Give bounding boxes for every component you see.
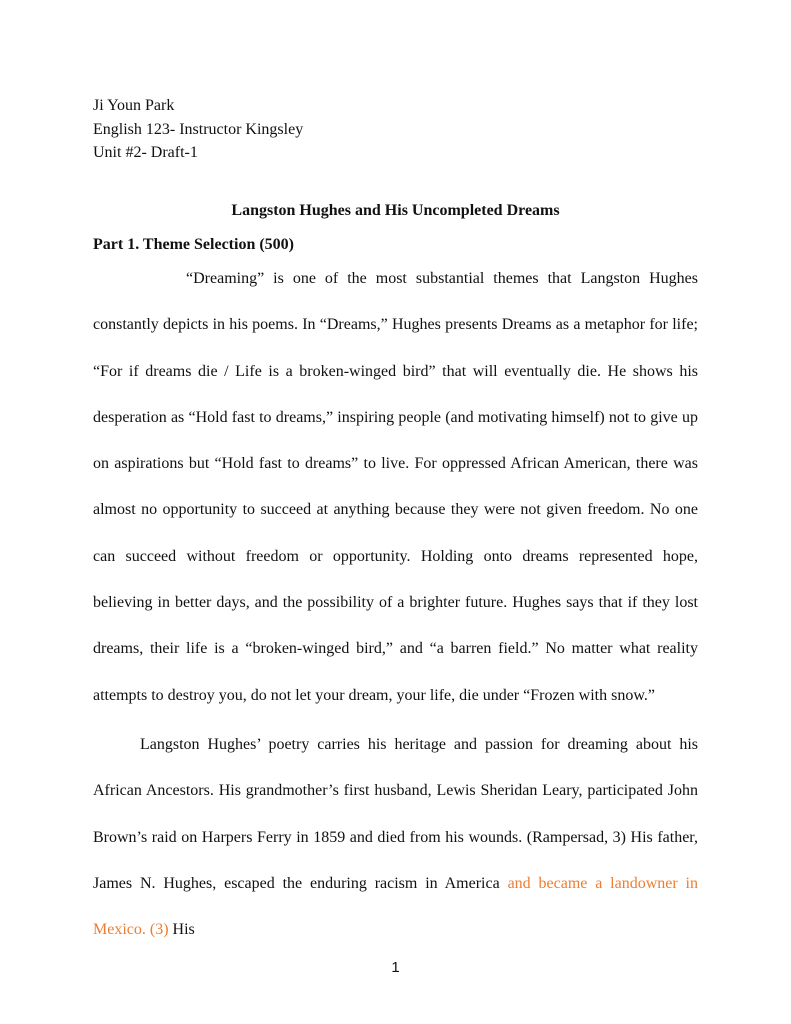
header-block: [93, 94, 303, 165]
page-number: 1: [391, 959, 400, 976]
highlighted-text: and became a landowner in Mexico. (3): [93, 874, 699, 939]
paragraph-2: [93, 722, 698, 953]
course-info: English 123- Instructor Kingsley: [93, 120, 304, 138]
paragraph-2-text-start: Langston Hughes’ poetry carries his heritage and passion for dreaming about his African Ancestors. His grandmother’s first husband, Lewis Sheridan Leary, participated John Brown’s raid on Harpers Ferry in 1859 and died from his wounds. (Rampersad, 3) His father, James N. Hughes, escaped the enduring racism in America: [93, 736, 698, 892]
author-name: Ji Youn Park: [93, 97, 175, 114]
section-heading: Part 1. Theme Selection (500): [93, 236, 294, 253]
essay-title: Langston Hughes and His Uncompleted Dreams: [231, 202, 560, 219]
unit-info: Unit #2- Draft-1: [93, 144, 198, 161]
paragraph-1: “Dreaming” is one of the most substantial themes that Langston Hughes constantly depicts in his poems. In “Dreams,” Hughes presents Dreams as a metaphor for life; “For if dreams die / Life is a broken-winged bird” that will eventually die. He shows his desperation as “Hold fast to dreams,” inspiring people (and motivating himself) not to give up on aspirations but “Hold fast to dreams” to live. For oppressed African American, there was almost no opportunity to succeed at anything because they were not given freedom. No one can succeed without freedom or opportunity. Holding onto dreams represented hope, believing in better days, and the possibility of a brighter future. Hughes says that if they lost dreams, their life is a “broken-winged bird,” and “a barren field.” No matter what reality attempts to destroy you, do not let your dream, your life, die under “Frozen with snow.”: [93, 270, 698, 704]
paragraph-2-text-end: His: [168, 921, 195, 939]
